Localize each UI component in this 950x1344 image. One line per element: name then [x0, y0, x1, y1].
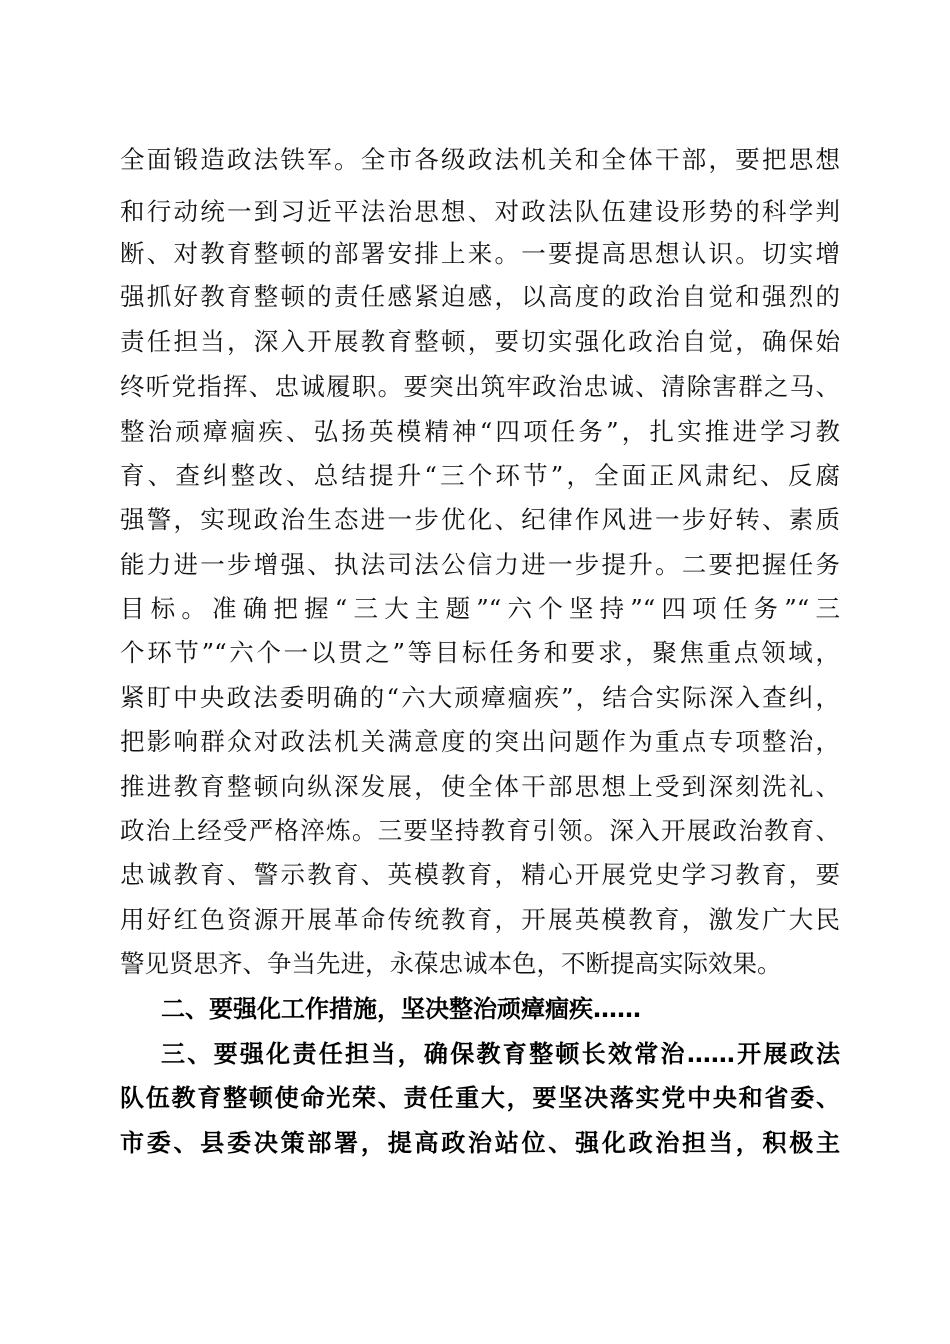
- body-line: 警见贤思齐、争当先进，永葆忠诚本色，不断提高实际效果。: [120, 949, 782, 978]
- body-line: 强抓好教育整顿的责任感紧迫感，以高度的政治自觉和强烈的: [120, 282, 840, 311]
- body-line: 强警，实现政治生态进一步优化、纪律作风进一步好转、素质: [120, 505, 840, 534]
- body-line: 整治顽瘴痼疾、弘扬英模精神“四项任务”，扎实推进学习教: [120, 417, 840, 446]
- section-three-body-line: 队伍教育整顿使命光荣、责任重大，要坚决落实党中央和省委、: [120, 1084, 840, 1112]
- body-line: 终听党指挥、忠诚履职。要突出筑牢政治忠诚、清除害群之马、: [120, 372, 840, 401]
- body-line: 目标。准确把握“三大主题”“六个坚持”“四项任务”“三: [120, 594, 840, 623]
- body-line: 育、查纠整改、总结提升“三个环节”，全面正风肃纪、反腐: [120, 461, 840, 490]
- body-line: 能力进一步增强、执法司法公信力进一步提升。二要把握任务: [120, 550, 840, 579]
- section-three-body-line: 市委、县委决策部署，提高政治站位、强化政治担当，积极主: [120, 1129, 840, 1157]
- section-two-heading: 二、要强化工作措施，坚决整治顽瘴痼疾……: [161, 995, 641, 1023]
- body-line: 紧盯中央政法委明确的“六大顽瘴痼疾”，结合实际深入查纠，: [120, 683, 840, 712]
- section-three-heading-line: 三、要强化责任担当，确保教育整顿长效常治……开展政法: [161, 1040, 840, 1068]
- body-line: 责任担当，深入开展教育整顿，要切实强化政治自觉，确保始: [120, 327, 840, 356]
- body-line: 推进教育整顿向纵深发展，使全体干部思想上受到深刻洗礼、: [120, 772, 840, 801]
- body-line: 把影响群众对政法机关满意度的突出问题作为重点专项整治，: [120, 727, 840, 756]
- body-line: 全面锻造政法铁军。全市各级政法机关和全体干部，要把思想: [120, 145, 840, 174]
- body-line: 和行动统一到习近平法治思想、对政法队伍建设形势的科学判: [120, 197, 840, 226]
- body-line: 忠诚教育、警示教育、英模教育，精心开展党史学习教育，要: [120, 860, 840, 889]
- body-line: 个环节”“六个一以贯之”等目标任务和要求，聚焦重点领域，: [120, 638, 840, 667]
- body-line: 用好红色资源开展革命传统教育，开展英模教育，激发广大民: [120, 905, 840, 934]
- body-line: 断、对教育整顿的部署安排上来。一要提高思想认识。切实增: [120, 239, 840, 268]
- body-line: 政治上经受严格淬炼。三要坚持教育引领。深入开展政治教育、: [120, 816, 840, 845]
